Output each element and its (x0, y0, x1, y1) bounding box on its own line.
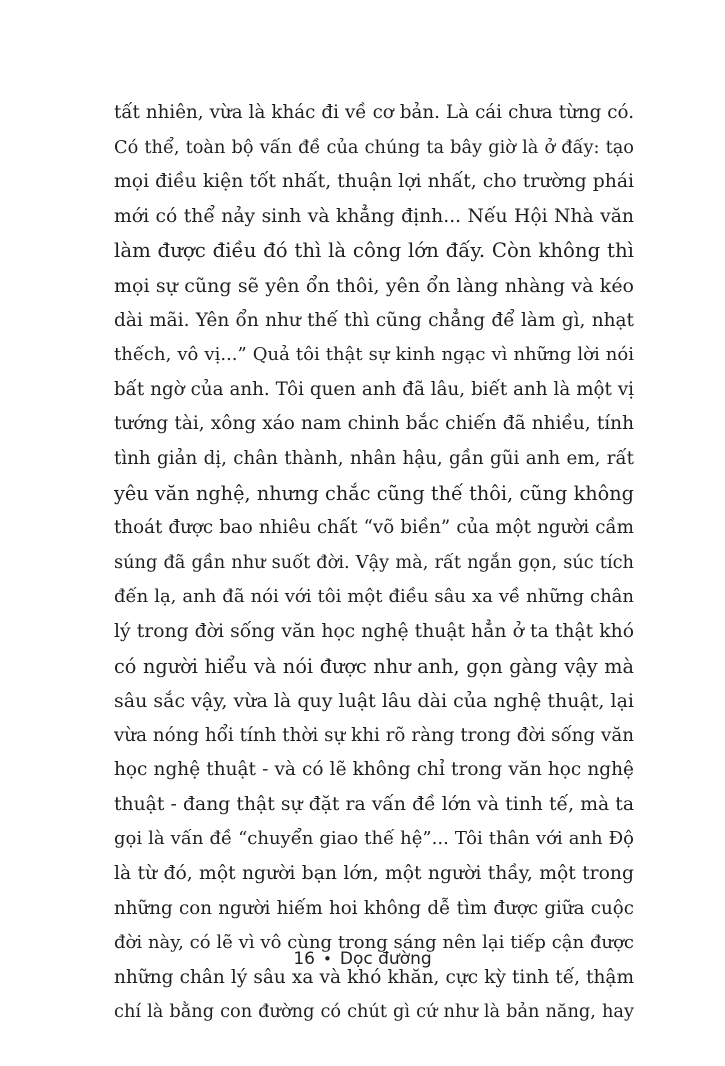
text-line-27: chí là bằng con đường có chút gì cứ như là bản năng, hay (114, 1002, 634, 1023)
text-line-1: tất nhiên, vừa là khác đi về cơ bản. Là cái chưa từng có. (114, 102, 634, 123)
text-line-6: mọi sự cũng sẽ yên ổn thôi, yên ổn làng nhàng và kéo (114, 274, 634, 297)
text-line-4: mới có thể nảy sinh và khẳng định... Nếu Hội Nhà văn (114, 205, 634, 227)
text-line-14: súng đã gần như suốt đời. Vậy mà, rất ngắn gọn, súc tích (114, 552, 634, 573)
footer-separator: • (323, 950, 332, 968)
text-line-20: học nghệ thuật - và có lẽ không chỉ trong văn học nghệ (114, 759, 634, 781)
book-title: Dọc đường (339, 949, 432, 969)
body-text (114, 96, 634, 1030)
page-number: 16 (293, 949, 315, 969)
text-line-15: đến lạ, anh đã nói với tôi một điều sâu xa về những chân (114, 586, 634, 608)
text-line-16: lý trong đời sống văn học nghệ thuật hẳn ở ta thật khó (114, 620, 634, 642)
text-line-21: thuật - đang thật sự đặt ra vấn đề lớn và tinh tế, mà ta (114, 793, 634, 815)
text-line-10: tướng tài, xông xáo nam chinh bắc chiến đã nhiều, tính (114, 413, 634, 435)
text-line-7: dài mãi. Yên ổn như thế thì cũng chẳng để làm gì, nhạt (114, 309, 634, 331)
text-line-26: những chân lý sâu xa và khó khăn, cực kỳ tinh tế, thậm (114, 966, 634, 988)
page-footer (0, 944, 725, 974)
text-line-23: là từ đó, một người bạn lớn, một người thầy, một trong (114, 863, 634, 885)
text-line-25: đời này, có lẽ vì vô cùng trong sáng nên lại tiếp cận được (114, 932, 634, 954)
text-line-24: những con người hiếm hoi không dễ tìm được giữa cuộc (114, 897, 634, 919)
text-line-13: thoát được bao nhiêu chất “võ biền” của một người cầm (114, 517, 634, 539)
text-line-3: mọi điều kiện tốt nhất, thuận lợi nhất, cho trường phái (114, 171, 634, 193)
text-line-9: bất ngờ của anh. Tôi quen anh đã lâu, biết anh là một vị (114, 378, 634, 400)
text-line-2: Có thể, toàn bộ vấn đề của chúng ta bây giờ là ở đấy: tạo (114, 137, 634, 158)
text-line-17: có người hiểu và nói được như anh, gọn gàng vậy mà (114, 654, 634, 678)
text-line-5: làm được điều đó thì là công lớn đấy. Còn không thì (114, 239, 634, 263)
text-line-8: thếch, vô vị...” Quả tôi thật sự kinh ngạc vì những lời nói (114, 344, 634, 366)
text-line-11: tình giản dị, chân thành, nhân hậu, gần gũi anh em, rất (114, 447, 634, 469)
text-line-22: gọi là vấn đề “chuyển giao thế hệ”... Tôi thân với anh Độ (114, 828, 634, 850)
text-line-18: sâu sắc vậy, vừa là quy luật lâu dài của nghệ thuật, lại (114, 690, 634, 713)
text-line-19: vừa nóng hổi tính thời sự khi rõ ràng trong đời sống văn (114, 724, 634, 746)
text-line-12: yêu văn nghệ, nhưng chắc cũng thế thôi, cũng không (114, 481, 634, 505)
